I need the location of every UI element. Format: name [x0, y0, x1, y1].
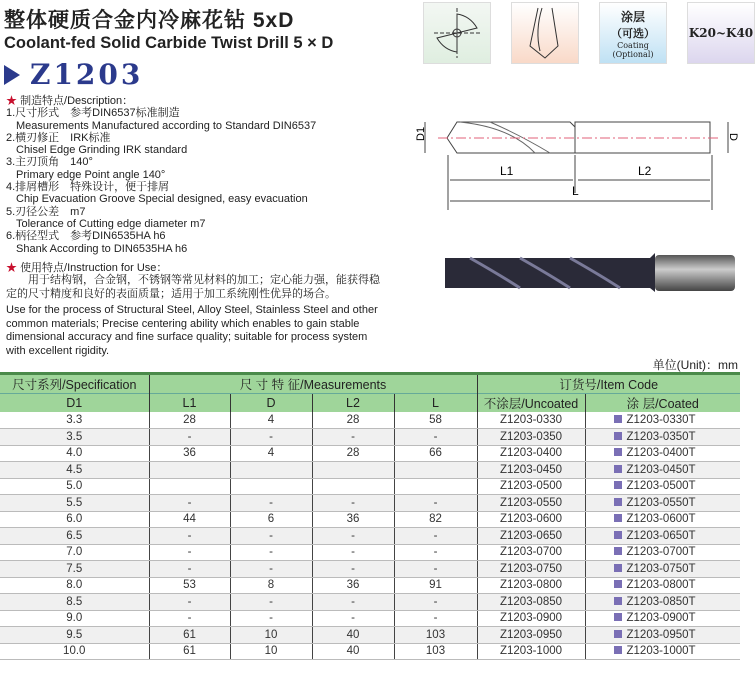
cell-value: 4	[267, 447, 275, 460]
table-cell	[0, 528, 149, 545]
cell-value: 6	[267, 513, 275, 526]
label-l: L	[572, 184, 579, 198]
table-cell	[230, 495, 312, 512]
coated-marker-icon	[614, 630, 622, 638]
cell-value: 10	[264, 628, 278, 641]
table-cell	[585, 495, 740, 512]
table-row	[0, 478, 740, 495]
header-item-code: 订货号/Item Code	[477, 374, 740, 394]
table-cell	[0, 495, 149, 512]
model-label: Z1203	[30, 58, 144, 91]
description-section	[6, 95, 316, 255]
cell-value: 61	[183, 645, 196, 658]
cell-value: Z1203-0900	[499, 612, 563, 625]
table-cell	[230, 561, 312, 578]
cell-value: Z1203-0750	[499, 562, 563, 575]
table-cell	[0, 412, 149, 429]
table-row	[0, 627, 740, 644]
table-cell	[394, 544, 477, 561]
cell-value: Z1203-0600T	[626, 513, 696, 526]
table-cell	[230, 478, 312, 495]
table-row	[0, 429, 740, 446]
table-cell	[394, 643, 477, 660]
coated-marker-icon	[614, 547, 622, 555]
table-row	[0, 412, 740, 429]
table-cell	[230, 544, 312, 561]
cell-value: 3.3	[66, 414, 83, 426]
table-cell	[149, 462, 230, 479]
table-cell	[0, 511, 149, 528]
coating-cn: 涂层	[620, 9, 645, 24]
table-cell	[312, 643, 394, 660]
cell-value: -	[351, 546, 355, 559]
cell-value: -	[269, 496, 273, 509]
cell-value: 28	[183, 414, 196, 426]
desc-item-en: Primary edge Point angle 140°	[16, 168, 166, 181]
desc-item-en: Chisel Edge Grinding IRK standard	[16, 144, 188, 157]
coated-marker-icon	[614, 531, 622, 539]
coated-marker-icon	[614, 448, 622, 456]
cell-value: Z1203-0700T	[626, 546, 696, 559]
table-cell	[149, 544, 230, 561]
table-cell	[585, 544, 740, 561]
desc-item-cn: 4.排屑槽形 特殊设计，便于排屑	[6, 181, 170, 194]
cell-value: Z1203-0330	[499, 414, 563, 426]
cell-value: 58	[429, 414, 442, 426]
table-cell	[149, 528, 230, 545]
table-cell	[477, 462, 585, 479]
cell-value: Z1203-1000	[499, 645, 563, 658]
table-cell	[477, 412, 585, 429]
model-code	[4, 58, 143, 91]
table-cell	[477, 528, 585, 545]
coated-marker-icon	[614, 564, 622, 572]
coating-optional-en: (Optional)	[612, 49, 654, 59]
instruction-section	[6, 262, 381, 358]
cell-value: Z1203-0400	[499, 447, 563, 460]
cell-value: 53	[183, 579, 196, 592]
cell-value: 4.5	[66, 463, 83, 476]
desc-item-cn: 6.柄径型式 参考DIN6535HA h6	[6, 230, 166, 243]
table-cell	[149, 511, 230, 528]
table-cell	[312, 412, 394, 429]
table-cell	[0, 445, 149, 462]
coating-optional-cn: （可选）	[611, 26, 655, 40]
cell-value: -	[187, 562, 192, 575]
cell-value: -	[187, 612, 192, 625]
cell-value: -	[269, 430, 273, 443]
triangle-icon	[4, 65, 20, 85]
cell-value: Z1203-0650	[499, 529, 563, 542]
table-cell	[394, 528, 477, 545]
table-cell	[585, 528, 740, 545]
cell-value: -	[351, 529, 355, 542]
table-cell	[477, 445, 585, 462]
table-cell	[149, 577, 230, 594]
star-icon: ★	[6, 262, 17, 274]
table-cell	[230, 511, 312, 528]
star-icon: ★	[6, 95, 17, 107]
instruction-cn: 用于结构钢，合金钢，不锈钢等常见材料的加工；定心能力强，能获得稳定的尺寸精度和良好的表面质量；适用于加工系统刚性优异的场合。	[6, 274, 380, 300]
coated-marker-icon	[614, 514, 622, 522]
cell-value: Z1203-0400T	[626, 447, 696, 460]
coating-badge	[599, 2, 667, 64]
cell-value: 6.0	[66, 513, 83, 526]
desc-item-cn: 1.尺寸形式 参考DIN6537标准制造	[6, 107, 180, 120]
cell-value: Z1203-0330T	[626, 414, 696, 426]
col-uncoated: 不涂层/Uncoated	[477, 394, 585, 413]
cell-value: Z1203-0450	[499, 463, 563, 476]
cell-value: -	[269, 562, 273, 575]
cell-value: 7.0	[66, 546, 83, 559]
table-cell	[0, 561, 149, 578]
table-cell	[477, 429, 585, 446]
cell-value: 28	[346, 447, 360, 460]
cell-value: -	[269, 529, 273, 542]
table-cell	[477, 610, 585, 627]
cell-value: 4	[267, 414, 275, 426]
cell-value: Z1203-0350	[499, 430, 563, 443]
cell-value: 9.5	[66, 628, 83, 641]
cell-value: Z1203-0800	[499, 579, 563, 592]
desc-item-cn: 2.横刃修正 IRK标准	[6, 131, 111, 144]
table-cell	[149, 445, 230, 462]
cell-value: -	[433, 612, 438, 625]
unit-label: 单位(Unit)：mm	[652, 358, 738, 372]
coated-marker-icon	[614, 415, 622, 423]
table-cell	[230, 445, 312, 462]
cell-value: 6.5	[66, 529, 83, 542]
coating-en: Coating	[617, 40, 649, 50]
desc-item-en: Measurements Manufactured according to Standard DIN6537	[16, 119, 317, 132]
cell-value: 40	[346, 645, 360, 658]
table-cell	[149, 627, 230, 644]
table-row	[0, 544, 740, 561]
table-cell	[149, 478, 230, 495]
col-l1: L1	[149, 394, 230, 413]
cell-value: 91	[429, 579, 442, 592]
table-cell	[394, 627, 477, 644]
table-cell	[585, 643, 740, 660]
table-cell	[312, 544, 394, 561]
table-cell	[312, 528, 394, 545]
cell-value: 28	[346, 414, 360, 426]
cell-value: 10.0	[63, 645, 86, 658]
table-cell	[585, 429, 740, 446]
table-cell	[312, 511, 394, 528]
cell-value: -	[433, 562, 438, 575]
cell-value: -	[187, 529, 192, 542]
desc-item-cn: 5.刃径公差 m7	[6, 205, 86, 218]
grade-badge: K20~K40	[687, 2, 755, 64]
table-cell	[394, 577, 477, 594]
cell-value: 61	[183, 628, 196, 641]
title-english: Coolant-fed Solid Carbide Twist Drill 5 × D	[4, 34, 334, 52]
cell-value: 8	[267, 579, 275, 592]
table-cell	[312, 495, 394, 512]
table-cell	[394, 561, 477, 578]
cell-value: -	[351, 595, 355, 608]
drill-tip-icon	[511, 2, 579, 64]
cell-value: Z1203-0500	[499, 480, 563, 493]
table-cell	[0, 544, 149, 561]
table-row	[0, 445, 740, 462]
table-cell	[230, 429, 312, 446]
col-l2: L2	[312, 394, 394, 413]
table-cell	[394, 478, 477, 495]
cell-value: Z1203-0350T	[626, 430, 696, 443]
drill-photo	[440, 250, 740, 295]
cell-value: -	[433, 430, 438, 443]
cell-value: 8.5	[66, 595, 83, 608]
table-cell	[394, 462, 477, 479]
table-cell	[149, 429, 230, 446]
table-cell	[585, 627, 740, 644]
cell-value: -	[187, 595, 192, 608]
cell-value: Z1203-0850T	[626, 595, 696, 608]
cell-value: 4.0	[66, 447, 83, 460]
table-cell	[477, 478, 585, 495]
table-row	[0, 511, 740, 528]
table-cell	[477, 544, 585, 561]
table-cell	[149, 594, 230, 611]
cell-value: -	[351, 496, 355, 509]
table-cell	[585, 511, 740, 528]
table-cell	[230, 627, 312, 644]
cell-value: Z1203-0700	[499, 546, 563, 559]
table-cell	[477, 577, 585, 594]
coated-marker-icon	[614, 481, 622, 489]
cell-value: 9.0	[66, 612, 83, 625]
cell-value: 36	[183, 447, 196, 460]
table-cell	[149, 610, 230, 627]
table-cell	[0, 594, 149, 611]
cell-value: 40	[346, 628, 360, 641]
table-cell	[585, 462, 740, 479]
cell-value: Z1203-0850	[499, 595, 563, 608]
feature-icons	[423, 2, 755, 64]
table-cell	[394, 594, 477, 611]
cell-value: Z1203-0550T	[626, 496, 696, 509]
cell-value: -	[351, 612, 355, 625]
cell-value: 3.5	[66, 430, 83, 443]
table-cell	[585, 412, 740, 429]
cell-value: Z1203-0600	[499, 513, 563, 526]
instruction-en: Use for the process of Structural Steel, Alloy Steel, Stainless Steel and other common materials; Precise centering ability which enables to gain stable dimensional accuracy and fine surface quality; suitable for process system with excellent rigidity.	[6, 304, 378, 357]
table-cell	[477, 511, 585, 528]
table-cell	[312, 462, 394, 479]
coated-marker-icon	[614, 465, 622, 473]
desc-item-en: Tolerance of Cutting edge diameter m7	[16, 217, 206, 230]
table-cell	[230, 610, 312, 627]
cell-value: -	[269, 546, 273, 559]
table-cell	[149, 643, 230, 660]
desc-item-en: Shank According to DIN6535HA h6	[16, 242, 188, 255]
table-row	[0, 643, 740, 660]
cell-value: 44	[183, 513, 196, 526]
spec-table	[0, 372, 740, 660]
label-d1: D1	[415, 126, 427, 141]
coated-marker-icon	[614, 597, 622, 605]
cell-value: 7.5	[66, 562, 83, 575]
table-cell	[230, 412, 312, 429]
cell-value: -	[351, 562, 355, 575]
table-cell	[394, 412, 477, 429]
cell-value: Z1203-0550	[499, 496, 563, 509]
table-cell	[312, 577, 394, 594]
table-row	[0, 495, 740, 512]
cell-value: -	[433, 496, 438, 509]
table-cell	[394, 511, 477, 528]
table-cell	[394, 495, 477, 512]
header-measurements: 尺 寸 特 征/Measurements	[149, 374, 477, 394]
table-cell	[477, 643, 585, 660]
table-cell	[0, 429, 149, 446]
cell-value: -	[187, 546, 192, 559]
table-cell	[230, 643, 312, 660]
table-cell	[585, 445, 740, 462]
cell-value: 36	[346, 513, 360, 526]
table-cell	[149, 561, 230, 578]
cell-value: -	[269, 612, 273, 625]
cell-value: 103	[425, 645, 446, 658]
table-cell	[312, 478, 394, 495]
desc-item-en: Chip Evacuation Groove Special designed, easy evacuation	[16, 193, 308, 206]
table-cell	[585, 561, 740, 578]
cell-value: Z1203-0450T	[626, 463, 696, 476]
table-cell	[585, 610, 740, 627]
table-cell	[477, 561, 585, 578]
table-row	[0, 528, 740, 545]
label-d: D	[727, 133, 739, 141]
cell-value: -	[187, 430, 192, 443]
table-cell	[0, 610, 149, 627]
table-cell	[230, 462, 312, 479]
cell-value: -	[351, 430, 355, 443]
table-cell	[312, 627, 394, 644]
cell-value: 5.0	[66, 480, 83, 493]
desc-item-cn: 3.主刃顶角 140°	[6, 156, 93, 169]
table-cell	[585, 577, 740, 594]
cell-value: -	[433, 529, 438, 542]
col-l: L	[394, 394, 477, 413]
label-l2: L2	[638, 164, 652, 178]
table-cell	[477, 495, 585, 512]
cross-section-icon	[423, 2, 491, 64]
table-cell	[585, 478, 740, 495]
table-cell	[394, 445, 477, 462]
table-cell	[312, 561, 394, 578]
table-row	[0, 462, 740, 479]
table-cell	[394, 429, 477, 446]
cell-value: -	[433, 595, 438, 608]
label-l1: L1	[500, 164, 514, 178]
cell-value: Z1203-1000T	[626, 645, 696, 658]
table-cell	[149, 412, 230, 429]
table-row	[0, 594, 740, 611]
table-row	[0, 561, 740, 578]
cell-value: Z1203-0650T	[626, 529, 696, 542]
description-heading: 制造特点/Description：	[20, 95, 134, 107]
table-row	[0, 610, 740, 627]
table-cell	[312, 594, 394, 611]
cell-value: Z1203-0950	[499, 628, 563, 641]
col-d: D	[230, 394, 312, 413]
table-row	[0, 577, 740, 594]
title-chinese: 整体硬质合金内冷麻花钻 5xD	[4, 9, 295, 32]
cell-value: 82	[429, 513, 442, 526]
cell-value: 103	[425, 628, 446, 641]
cell-value: -	[269, 595, 273, 608]
table-cell	[312, 429, 394, 446]
table-cell	[230, 528, 312, 545]
table-cell	[585, 594, 740, 611]
dimension-drawing	[400, 115, 740, 215]
table-cell	[0, 627, 149, 644]
coated-marker-icon	[614, 613, 622, 621]
table-cell	[477, 627, 585, 644]
cell-value: Z1203-0750T	[626, 562, 696, 575]
table-cell	[0, 577, 149, 594]
table-cell	[230, 594, 312, 611]
cell-value: 66	[429, 447, 442, 460]
cell-value: 36	[346, 579, 360, 592]
cell-value: Z1203-0900T	[626, 612, 696, 625]
cell-value: Z1203-0950T	[626, 628, 696, 641]
col-d1: D1	[0, 394, 149, 413]
table-cell	[477, 594, 585, 611]
col-coated: 涂 层/Coated	[585, 394, 740, 413]
table-cell	[0, 478, 149, 495]
table-cell	[0, 643, 149, 660]
table-cell	[394, 610, 477, 627]
cell-value: Z1203-0800T	[626, 579, 696, 592]
table-cell	[230, 577, 312, 594]
coated-marker-icon	[614, 432, 622, 440]
cell-value: 10	[264, 645, 278, 658]
cell-value: 8.0	[66, 579, 83, 592]
table-cell	[0, 462, 149, 479]
table-cell	[149, 495, 230, 512]
cell-value: Z1203-0500T	[626, 480, 696, 493]
coated-marker-icon	[614, 580, 622, 588]
cell-value: 5.5	[66, 496, 83, 509]
coated-marker-icon	[614, 498, 622, 506]
table-cell	[312, 445, 394, 462]
cell-value: -	[187, 496, 192, 509]
cell-value: -	[433, 546, 438, 559]
coated-marker-icon	[614, 646, 622, 654]
header-specification: 尺寸系列/Specification	[0, 374, 149, 394]
instruction-heading: 使用特点/Instruction for Use：	[20, 262, 168, 274]
table-cell	[312, 610, 394, 627]
